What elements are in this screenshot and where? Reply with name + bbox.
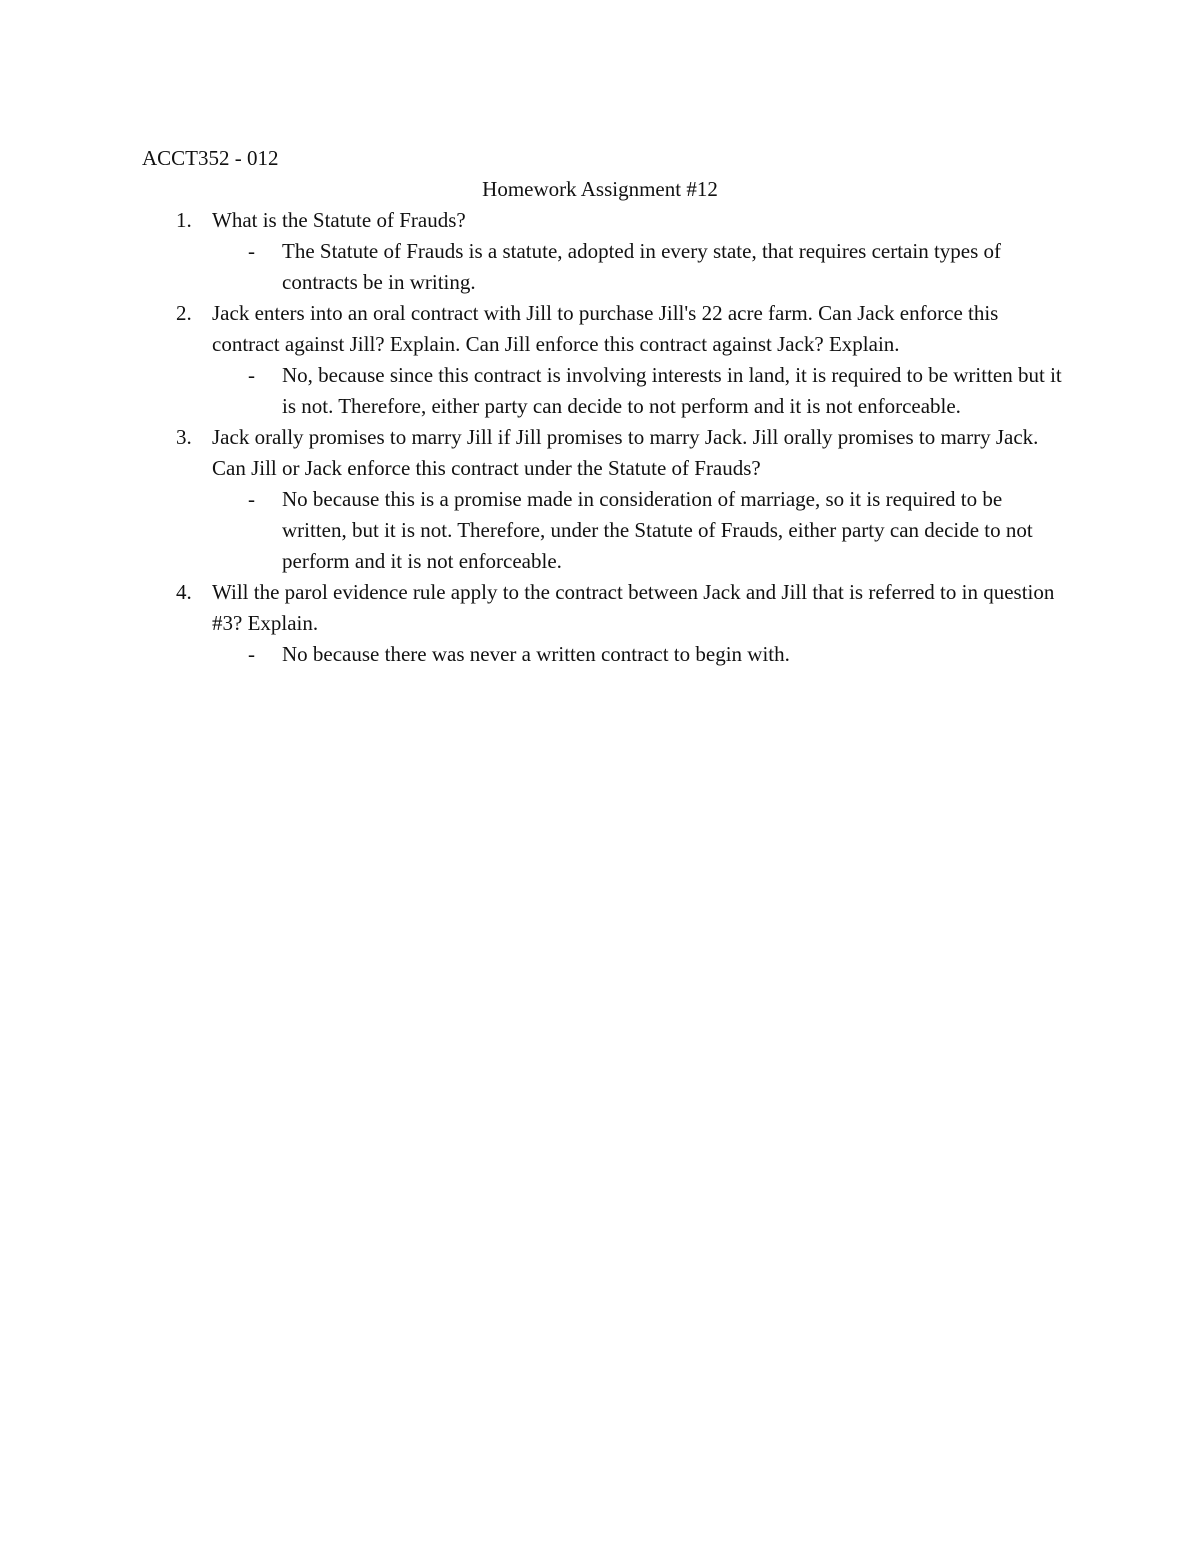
answer-1 xyxy=(142,236,1062,298)
question-number: 4. xyxy=(176,580,192,604)
question-text: Will the parol evidence rule apply to the contract between Jack and Jill that is referred to in question #3? Explain. xyxy=(212,580,1055,635)
answer-2 xyxy=(142,360,1062,422)
assignment-title: Homework Assignment #12 xyxy=(482,177,718,201)
answer-text: No, because since this contract is involving interests in land, it is required to be written but it is not. Therefore, either party can decide to not perform and it is not enforceable. xyxy=(282,363,1062,418)
question-item-2 xyxy=(142,298,1062,422)
question-list xyxy=(142,205,1062,670)
answer-text: No because there was never a written contract to begin with. xyxy=(282,642,790,666)
answer-4 xyxy=(142,639,1062,670)
answer-bullet: - xyxy=(248,487,255,511)
question-text: Jack enters into an oral contract with Jill to purchase Jill's 22 acre farm. Can Jack enforce this contract against Jill? Explain. Can Jill enforce this contract against Jack? Explain. xyxy=(212,301,999,356)
question-text: What is the Statute of Frauds? xyxy=(212,208,466,232)
question-number: 2. xyxy=(176,301,192,325)
question-1 xyxy=(142,205,1062,236)
question-item-3 xyxy=(142,422,1062,577)
question-item-4 xyxy=(142,577,1062,670)
answer-bullet: - xyxy=(248,239,255,263)
question-2 xyxy=(142,298,1062,360)
question-3 xyxy=(142,422,1062,484)
course-code: ACCT352 - 012 xyxy=(142,146,279,170)
answer-bullet: - xyxy=(248,363,255,387)
answer-text: No because this is a promise made in consideration of marriage, so it is required to be written, but it is not. Therefore, under the Statute of Frauds, either party can decide to not perform and it is not enforceable. xyxy=(282,487,1033,573)
answer-text: The Statute of Frauds is a statute, adopted in every state, that requires certain types of contracts be in writing. xyxy=(282,239,1002,294)
question-item-1 xyxy=(142,205,1062,298)
question-4 xyxy=(142,577,1062,639)
question-number: 1. xyxy=(176,208,192,232)
answer-bullet: - xyxy=(248,642,255,666)
question-text: Jack orally promises to marry Jill if Jill promises to marry Jack. Jill orally promises to marry Jack. Can Jill or Jack enforce this contract under the Statute of Frauds? xyxy=(212,425,1039,480)
answer-3 xyxy=(142,484,1062,577)
question-number: 3. xyxy=(176,425,192,449)
